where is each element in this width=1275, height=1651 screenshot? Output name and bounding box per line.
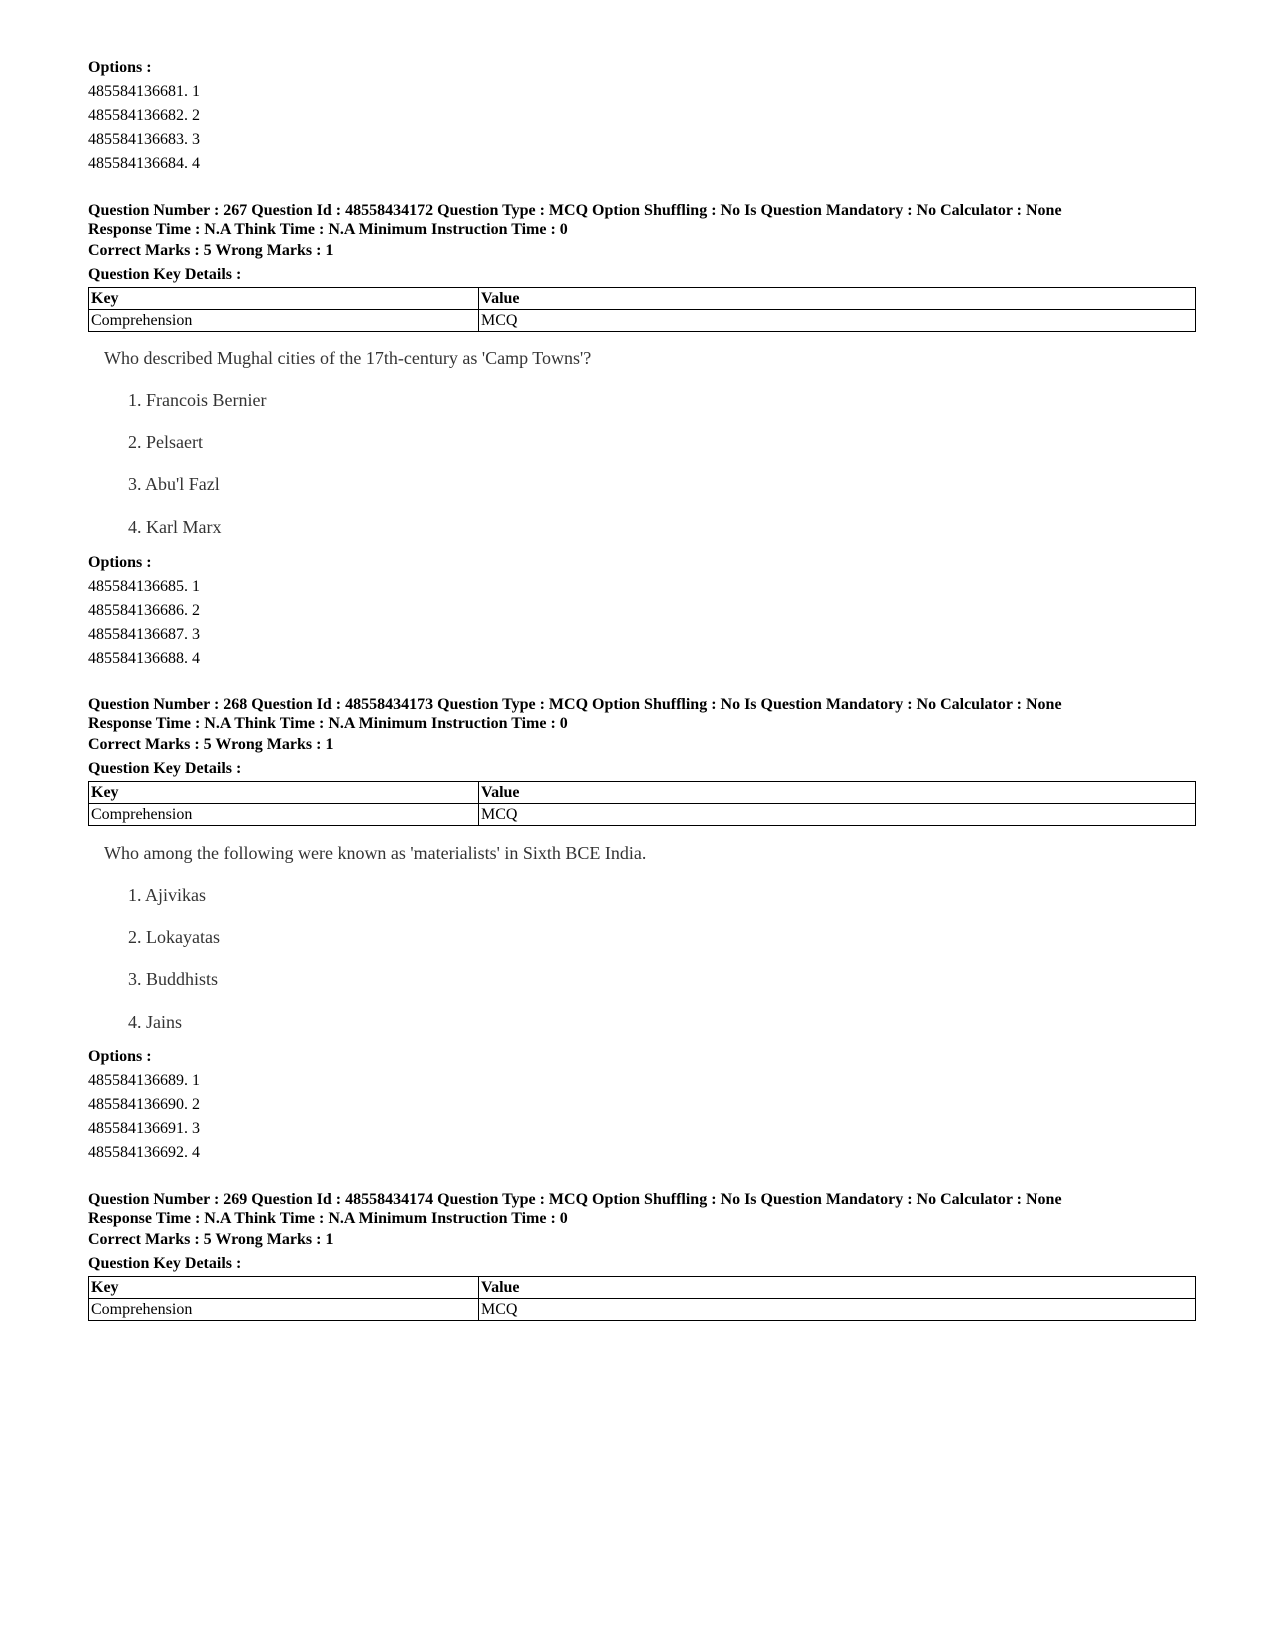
option-line: 485584136685. 1 — [88, 578, 200, 595]
question-time-line: Response Time : N.A Think Time : N.A Minimum Instruction Time : 0 — [88, 1210, 568, 1227]
choice-item: 1. Francois Bernier — [128, 390, 267, 410]
table-cell-value: MCQ — [479, 804, 1196, 826]
option-line: 485584136686. 2 — [88, 602, 200, 619]
table-header-value: Value — [479, 782, 1196, 804]
option-line: 485584136681. 1 — [88, 83, 200, 100]
question-marks: Correct Marks : 5 Wrong Marks : 1 — [88, 736, 334, 753]
table-row — [89, 310, 1196, 332]
option-line: 485584136687. 3 — [88, 626, 200, 643]
option-line: 485584136683. 3 — [88, 131, 200, 148]
choice-item: 4. Karl Marx — [128, 517, 222, 537]
option-line: 485584136692. 4 — [88, 1144, 200, 1161]
question-267-header — [88, 201, 1196, 332]
question-269-header — [88, 1190, 1196, 1321]
table-header-row — [89, 782, 1196, 804]
question-267-body — [104, 346, 592, 537]
table-row — [89, 804, 1196, 826]
option-line: 485584136682. 2 — [88, 107, 200, 124]
table-cell-value: MCQ — [479, 310, 1196, 332]
question-text: Who among the following were known as 'materialists' in Sixth BCE India. — [104, 843, 647, 863]
question-268-header — [88, 695, 1196, 826]
question-meta-line: Question Number : 268 Question Id : 48558434173 Question Type : MCQ Option Shuffling : No Is Question Mandatory : No Calculator : None — [88, 696, 1062, 713]
table-header-row — [89, 288, 1196, 310]
table-header-key: Key — [89, 1277, 479, 1299]
question-268-options — [88, 1045, 200, 1165]
question-marks: Correct Marks : 5 Wrong Marks : 1 — [88, 1231, 334, 1248]
table-row — [89, 1299, 1196, 1321]
key-details-title: Question Key Details : — [88, 266, 242, 283]
question-time-line: Response Time : N.A Think Time : N.A Minimum Instruction Time : 0 — [88, 221, 568, 238]
options-title: Options : — [88, 59, 152, 76]
key-details-table — [88, 781, 1196, 826]
table-cell-key: Comprehension — [89, 804, 479, 826]
question-text: Who described Mughal cities of the 17th-century as 'Camp Towns'? — [104, 348, 592, 368]
option-line: 485584136691. 3 — [88, 1120, 200, 1137]
options-title: Options : — [88, 1048, 152, 1065]
choice-item: 3. Buddhists — [128, 969, 219, 989]
option-line: 485584136684. 4 — [88, 155, 200, 172]
table-cell-key: Comprehension — [89, 310, 479, 332]
choice-item: 2. Lokayatas — [128, 927, 220, 947]
option-line: 485584136689. 1 — [88, 1072, 200, 1089]
choice-item: 3. Abu'l Fazl — [128, 474, 220, 494]
question-time-line: Response Time : N.A Think Time : N.A Minimum Instruction Time : 0 — [88, 715, 568, 732]
key-details-title: Question Key Details : — [88, 760, 242, 777]
question-meta-line: Question Number : 269 Question Id : 48558434174 Question Type : MCQ Option Shuffling : No Is Question Mandatory : No Calculator : None — [88, 1191, 1062, 1208]
choice-item: 4. Jains — [128, 1012, 182, 1032]
table-cell-value: MCQ — [479, 1299, 1196, 1321]
table-cell-key: Comprehension — [89, 1299, 479, 1321]
question-marks: Correct Marks : 5 Wrong Marks : 1 — [88, 242, 334, 259]
question-268-body — [104, 841, 647, 1032]
key-details-table — [88, 287, 1196, 332]
choice-item: 2. Pelsaert — [128, 432, 203, 452]
question-267-options — [88, 551, 200, 671]
key-details-title: Question Key Details : — [88, 1255, 242, 1272]
top-options-block — [88, 56, 200, 176]
key-details-table — [88, 1276, 1196, 1321]
option-line: 485584136688. 4 — [88, 650, 200, 667]
table-header-key: Key — [89, 782, 479, 804]
table-header-value: Value — [479, 288, 1196, 310]
table-header-row — [89, 1277, 1196, 1299]
question-meta-line: Question Number : 267 Question Id : 48558434172 Question Type : MCQ Option Shuffling : No Is Question Mandatory : No Calculator : None — [88, 202, 1062, 219]
choice-item: 1. Ajivikas — [128, 885, 207, 905]
table-header-key: Key — [89, 288, 479, 310]
options-title: Options : — [88, 554, 152, 571]
option-line: 485584136690. 2 — [88, 1096, 200, 1113]
table-header-value: Value — [479, 1277, 1196, 1299]
